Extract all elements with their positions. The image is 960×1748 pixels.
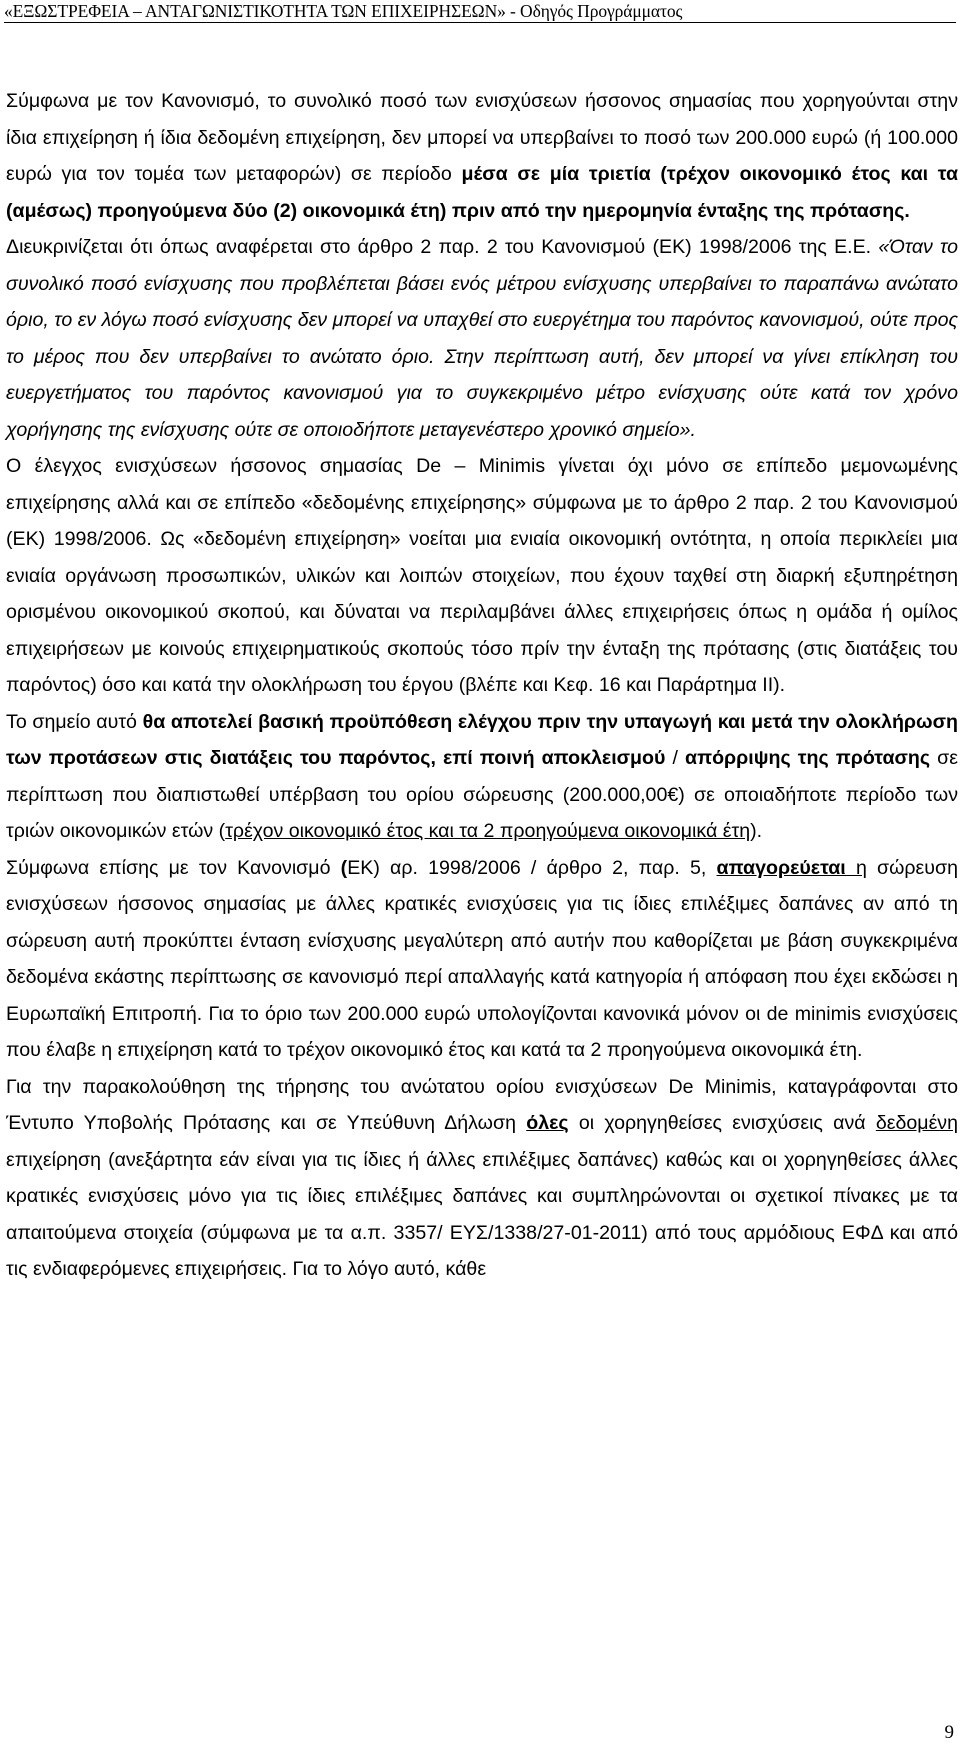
paragraph-control-condition bbox=[6, 704, 958, 850]
bold-text: απόρριψης της πρότασης bbox=[685, 747, 931, 769]
italic-quote: Στην περίπτωση αυτή, δεν μπορεί να γίνει επίκληση του ευεργετήματος του παρόντος κανονισμού για το συγκεκριμένο μέτρο ενίσχυσης ούτε κατά τον χρόνο χορήγησης της ενίσχυσης ούτε σε οποιοδήποτε μεταγενέστερο χρονικό σημείο». bbox=[6, 345, 958, 441]
text: Ο έλεγχος ενισχύσεων ήσσονος σημασίας De – Minimis γίνεται όχι μόνο σε επίπεδο μεμονωμένης επιχείρησης αλλά και σε επίπεδο «δεδομένης επιχείρησης» σύμφωνα με το άρθρο 2 παρ. 2 του Κανονισμού (ΕΚ) 1998/2006. Ως «δεδομένη επιχείρηση» νοείται μια ενιαία οικονομική οντότητα, η οποία περικλείει μια ενιαία οργάνωση προσωπικών, υλικών και λοιπών στοιχείων, που έχουν ταχθεί στη διαρκή εξυπηρέτηση ορισμένου οικονομικού σκοπού, και δύναται να περιλαμβάνει άλλες επιχειρήσεις όπως η ομάδα ή ομίλος επιχειρήσεων με κοινούς επιχειρηματικούς σκοπούς τόσο πρίν την ένταξη της πρότασης (στις διατάξεις του παρόντος) όσο και κατά την ολοκλήρωση του έργου (βλέπε και Κεφ. 16 και Παράρτημα ΙΙ). bbox=[6, 455, 958, 696]
text: Διευκρινίζεται ότι όπως αναφέρεται στο άρθρο 2 παρ. 2 του Κανονισμού (ΕΚ) 1998/2006 της Ε.Ε. bbox=[6, 236, 879, 258]
text: σε περίπτωση που διαπιστωθεί υπέρβαση του ορίου σώρευσης (200.000,00€) σε οποιαδήποτε περίοδο των τριών οικονομικών ετών ( bbox=[6, 747, 958, 842]
underlined-text: τρέχον οικονομικό έτος και τα 2 προηγούμενα οικονομικά έτη bbox=[225, 820, 751, 842]
italic-quote: «Όταν το συνολικό ποσό ενίσχυσης που προβλέπεται βάσει ενός μέτρου ενίσχυσης υπερβαίνει το παραπάνω ανώτατο όριο, το εν λόγω ποσό ενίσχυσης δεν μπορεί να υπαχθεί στο ευεργέτημα του παρόντος κανονισμού, ούτε προς το μέρος που δεν υπερβαίνει το ανώτατο όριο. bbox=[6, 236, 958, 368]
underlined-text: η bbox=[855, 856, 867, 879]
text: ΕΚ) αρ. 1998/2006 / άρθρο 2, παρ. 5, bbox=[347, 856, 717, 879]
running-header bbox=[0, 0, 960, 38]
bold-text: ( bbox=[340, 856, 348, 879]
underlined-text: δεδομένη bbox=[875, 1112, 958, 1134]
text: επιχείρηση (ανεξάρτητα εάν είναι για τις ίδιες ή άλλες επιλέξιμες δαπάνες) καθώς και οι χορηγηθείσες άλλες κρατικές ενισχύσεις μόνο για τις ίδιες επιλέξιμες δαπάνες και συμπληρώνονται οι σχετικοί πίνακες με τα απαιτούμενα στοιχεία (σύμφωνα με τα α.π. 3357/ ΕΥΣ/1338/27-01-2011) από τους αρμόδιους ΕΦΔ και από τις ενδιαφερόμενες επιχειρήσεις. Για το λόγο αυτό, κάθε bbox=[6, 1148, 958, 1280]
bold-text: μέσα σε μία τριετία (τρέχον οικονομικό έτος και τα (αμέσως) προηγούμενα δύο (2) οικονομικά έτη) πριν από την ημερομηνία ένταξης της πρότασης. bbox=[6, 163, 959, 222]
page-number: 9 bbox=[944, 1722, 954, 1743]
bold-underlined-text: απαγορεύεται bbox=[716, 856, 856, 879]
paragraph-cumulation-rule bbox=[6, 850, 958, 1069]
text: οι χορηγηθείσες ενισχύσεις ανά bbox=[568, 1112, 876, 1134]
text: / bbox=[665, 747, 686, 769]
text: σώρευση ενισχύσεων ήσσονος σημασίας με άλλες κρατικές ενισχύσεις για τις ίδιες επιλέξιμες δαπάνες αν από τη σώρευση αυτή προκύπτει ένταση ενίσχυσης μεγαλύτερη από αυτήν που καθορίζεται με βάση συγκεκριμένα δεδομένα εκάστης περίπτωσης σε κανονισμό περί απαλλαγής κατά κατηγορία ή απόφαση που έχει εκδώσει η Ευρωπαϊκή Επιτροπή. Για το όριο των 200.000 ευρώ υπολογίζονται κανονικά μόνον οι de minimis ενισχύσεις που έλαβε η επιχείρηση κατά το τρέχον οικονομικό έτος και κατά τα 2 προηγούμενα οικονομικά έτη. bbox=[6, 856, 959, 1061]
text: Σύμφωνα με τον Κανονισμό, το συνολικό ποσό των ενισχύσεων ήσσονος σημασίας που χορηγούνται στην ίδια επιχείρηση ή ίδια δεδομένη επιχείρηση, δεν μπορεί να υπερβαίνει το ποσό των 200.000 ευρώ (ή 100.000 ευρώ για τον τομέα των μεταφορών) σε περίοδο bbox=[6, 90, 958, 185]
text: Το σημείο αυτό bbox=[6, 710, 143, 733]
bold-underlined-text: όλες bbox=[526, 1112, 569, 1134]
paragraph-given-enterprise bbox=[6, 448, 958, 704]
text bbox=[434, 346, 444, 368]
document-body bbox=[6, 83, 958, 1288]
paragraph-regulation-clarification bbox=[6, 229, 958, 448]
header-title: «ΕΞΩΣΤΡΕΦΕΙΑ – ΑΝΤΑΓΩΝΙΣΤΙΚΟΤΗΤΑ ΤΩΝ ΕΠΙΧΕΙΡΗΣΕΩΝ» - Οδηγός Προγράμματος bbox=[4, 1, 683, 21]
text: ). bbox=[750, 820, 763, 842]
paragraph-deminimis-limit bbox=[6, 83, 958, 229]
paragraph-monitoring bbox=[6, 1069, 958, 1288]
bold-text: θα αποτελεί βασική προϋπόθεση ελέγχου πριν την υπαγωγή και μετά την ολοκλήρωση των προτάσεων στις διατάξεις του παρόντος, επί ποινή αποκλεισμού bbox=[6, 710, 958, 769]
text: Σύμφωνα επίσης με τον Κανονισμό bbox=[6, 856, 341, 879]
header-rule bbox=[4, 22, 956, 23]
text: Για την παρακολούθηση της τήρησης του ανώτατου ορίου ενισχύσεων De Minimis, καταγράφονται στο Έντυπο Υποβολής Πρότασης και σε Υπεύθυνη Δήλωση bbox=[6, 1075, 958, 1134]
